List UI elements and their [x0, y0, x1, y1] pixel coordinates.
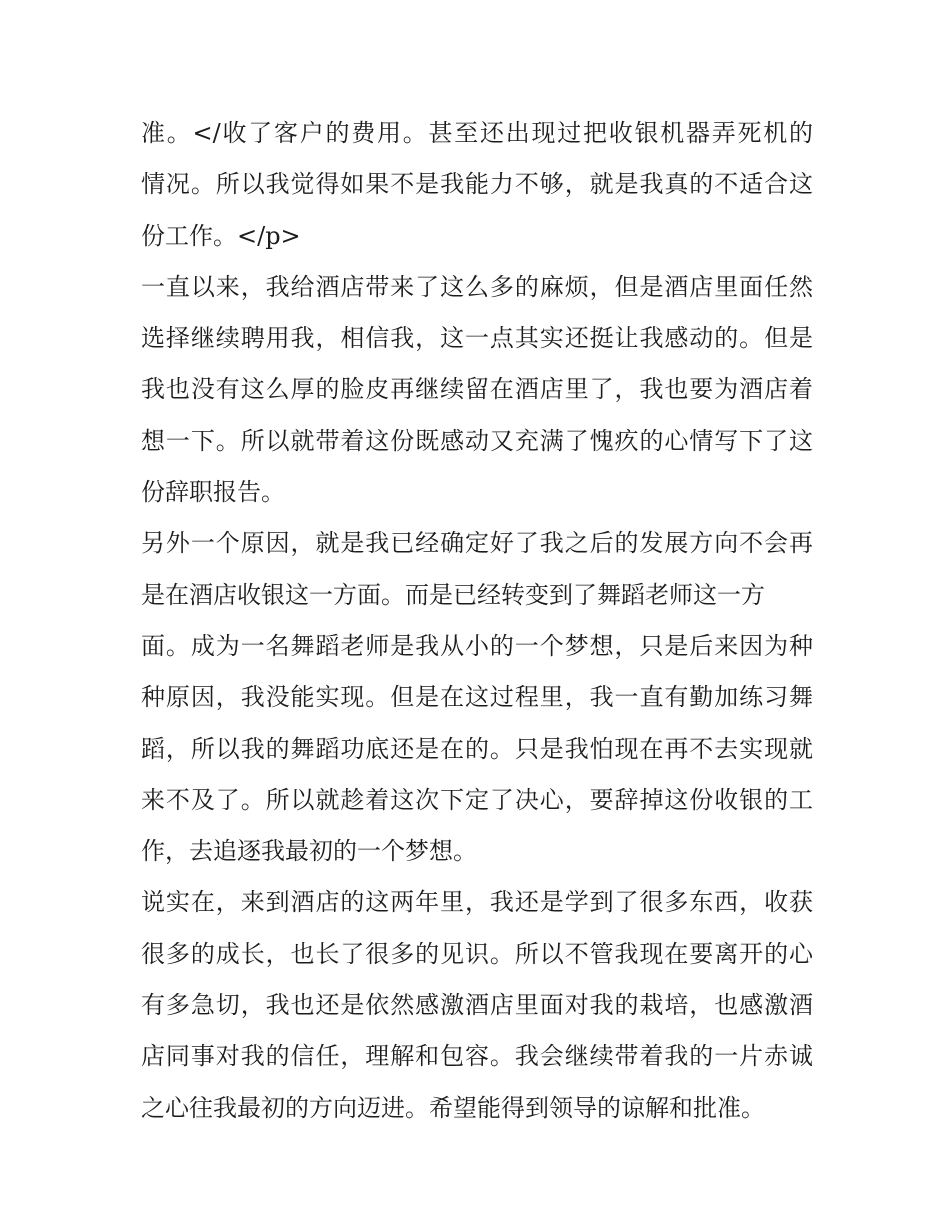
text-line: 种原因，我没能实现。但是在这过程里，我一直有勤加练习舞 [141, 683, 813, 712]
text-line: 有多急切，我也还是依然感激酒店里面对我的栽培，也感激酒 [141, 991, 813, 1020]
text-line: 一直以来，我给酒店带来了这么多的麻烦，但是酒店里面任然 [141, 272, 813, 301]
paragraph [141, 518, 813, 877]
text-line: 很多的成长，也长了很多的见识。所以不管我现在要离开的心 [141, 939, 813, 968]
document-body [141, 108, 813, 1134]
text-line: 另外一个原因，就是我已经确定好了我之后的发展方向不会再 [141, 529, 813, 558]
text-line: 我也没有这么厚的脸皮再继续留在酒店里了，我也要为酒店着 [141, 375, 813, 404]
text-line: 选择继续聘用我，相信我，这一点其实还挺让我感动的。但是 [141, 324, 813, 353]
text-line: 来不及了。所以就趁着这次下定了决心，要辞掉这份收银的工 [141, 785, 813, 814]
text-line: 准。</收了客户的费用。甚至还出现过把收银机器弄死机的 [141, 119, 813, 147]
paragraph [141, 262, 813, 518]
text-line: 面。成为一名舞蹈老师是我从小的一个梦想，只是后来因为种 [141, 631, 813, 660]
text-line: 情况。所以我觉得如果不是我能力不够，就是我真的不适合这 [141, 170, 813, 199]
text-line: 说实在，来到酒店的这两年里，我还是学到了很多东西，收获 [141, 888, 813, 917]
paragraph [141, 108, 813, 262]
text-line: 作，去追逐我最初的一个梦想。 [141, 837, 477, 866]
text-line: 之心往我最初的方向迈进。希望能得到领导的谅解和批准。 [141, 1093, 765, 1122]
text-line: 份辞职报告。 [141, 478, 285, 507]
text-line: 份工作。</p> [141, 221, 301, 250]
text-line: 蹈，所以我的舞蹈功底还是在的。只是我怕现在再不去实现就 [141, 734, 813, 763]
paragraph [141, 877, 813, 1133]
text-line: 想一下。所以就带着这份既感动又充满了愧疚的心情写下了这 [141, 426, 813, 455]
text-line: 店同事对我的信任，理解和包容。我会继续带着我的一片赤诚 [141, 1042, 813, 1071]
text-line: 是在酒店收银这一方面。而是已经转变到了舞蹈老师这一方 [141, 580, 765, 609]
